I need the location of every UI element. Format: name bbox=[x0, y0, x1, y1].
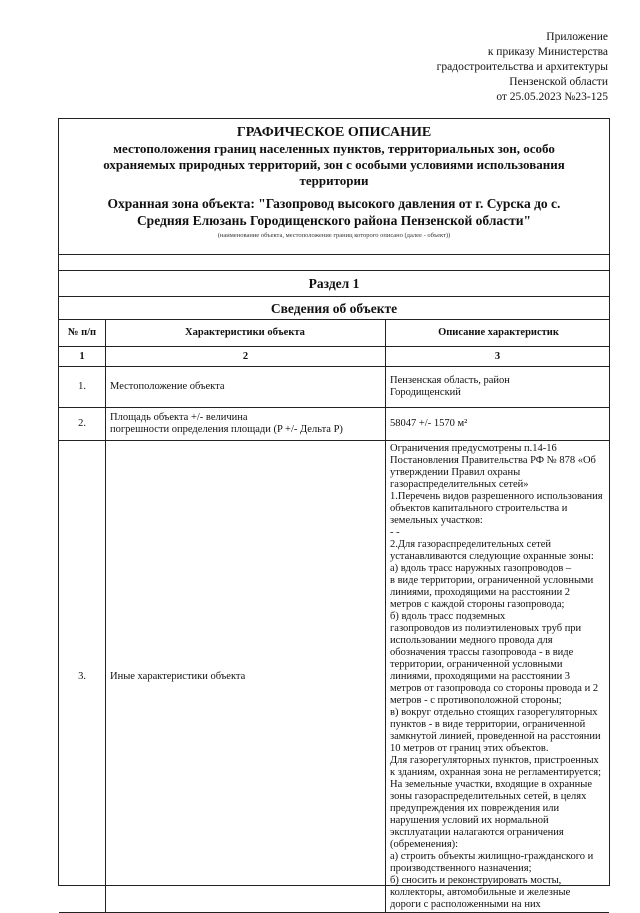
row-characteristic: Иные характеристики объекта bbox=[106, 441, 386, 913]
section-heading: Сведения об объекте bbox=[59, 297, 609, 320]
description-line: - - bbox=[390, 527, 400, 538]
description-line: зоны газораспределительных сетей, в целях bbox=[390, 791, 587, 802]
description-line: в виде территории, ограниченной условными bbox=[390, 575, 594, 586]
table-row bbox=[59, 408, 609, 441]
description-line: Ограничения предусмотрены п.14-16 bbox=[390, 443, 557, 454]
description-line: замкнутой линией, проведенной на расстоянии bbox=[390, 731, 601, 742]
description-line: в) вокруг отдельно стоящих газорегуляторных bbox=[390, 707, 598, 718]
characteristic-line: Площадь объекта +/- величина bbox=[110, 412, 248, 423]
row-description: 58047 +/- 1570 м² bbox=[386, 408, 610, 441]
description-line: газопроводов из полиэтиленовых труб при bbox=[390, 623, 582, 634]
description-line: обозначения трассы газопровода - в виде bbox=[390, 647, 574, 658]
object-name-note: (наименование объекта, местоположение границ которого описано (далее - объект)) bbox=[217, 232, 451, 239]
description-line: пунктов - в виде территории, ограниченной bbox=[390, 719, 586, 730]
annex-line: к приказу Министерства bbox=[487, 46, 608, 58]
description-line: 10 метров от границ этих объектов. bbox=[390, 743, 549, 754]
annex-line: от 25.05.2023 №23-125 bbox=[496, 91, 608, 103]
row-number: 1. bbox=[59, 367, 106, 408]
row-number: 3. bbox=[59, 441, 106, 913]
description-line: устанавливаются следующие охранные зоны: bbox=[390, 551, 594, 562]
table-header-row bbox=[59, 320, 609, 347]
description-line: На земельные участки, входящие в охранные bbox=[390, 779, 592, 790]
description-line: производственного назначения; bbox=[390, 863, 532, 874]
column-numbers-row bbox=[59, 347, 609, 367]
description-line: линиями, проходящими на расстоянии 3 bbox=[390, 671, 571, 682]
description-line: Пензенская область, район bbox=[390, 375, 510, 386]
description-line: Постановления Правительства РФ № 878 «Об bbox=[390, 455, 596, 466]
description-line: газораспределительных сетей» bbox=[390, 479, 529, 490]
row-characteristic: Местоположение объекта bbox=[106, 367, 386, 408]
title-subtitle-line: охраняемых природных территорий, зон с особыми условиями использования bbox=[103, 157, 565, 172]
header-characteristic: Характеристики объекта bbox=[106, 320, 386, 347]
description-line: дороги с расположенными на них bbox=[390, 899, 541, 910]
description-line: утверждении Правил охраны bbox=[390, 467, 521, 478]
document-frame bbox=[58, 118, 610, 910]
description-line: Для газорегуляторных пунктов, пристроенных bbox=[390, 755, 599, 766]
column-number: 2 bbox=[106, 347, 386, 367]
description-line: метров - с противоположной стороны; bbox=[390, 695, 562, 706]
row-description bbox=[386, 367, 610, 408]
description-line: а) вдоль трасс наружных газопроводов – bbox=[390, 563, 572, 574]
object-name-line: Средняя Елюзань Городищенского района Пензенской области" bbox=[136, 213, 532, 228]
title-block bbox=[59, 119, 609, 255]
annex-line: Пензенской области bbox=[509, 76, 608, 88]
annex-block bbox=[358, 30, 608, 105]
header-number: № п/п bbox=[59, 320, 106, 347]
description-line: территории, ограниченной условными bbox=[390, 659, 563, 670]
characteristic-line: погрешности определения площади (P +/- Дельта P) bbox=[110, 424, 343, 435]
row-number: 2. bbox=[59, 408, 106, 441]
row-description bbox=[386, 441, 610, 913]
table-row bbox=[59, 441, 609, 913]
description-line: 2.Для газораспределительных сетей bbox=[390, 539, 552, 550]
description-line: коллекторы, автомобильные и железные bbox=[390, 887, 571, 898]
description-line: 1.Перечень видов разрешенного использования bbox=[390, 491, 603, 502]
table-row bbox=[59, 367, 609, 408]
description-line: метров от газопровода со стороны провода и 2 bbox=[390, 683, 599, 694]
section-label: Раздел 1 bbox=[59, 271, 609, 297]
object-name-line: Охранная зона объекта: "Газопровод высокого давления от г. Сурска до с. bbox=[107, 196, 561, 211]
description-line: нарушения условий их нормальной bbox=[390, 815, 549, 826]
description-line: (обременения): bbox=[390, 839, 459, 850]
description-line: а) строить объекты жилищно-гражданского и bbox=[390, 851, 594, 862]
description-line: к зданиям, охранная зона не регламентируется; bbox=[390, 767, 602, 778]
title-subtitle-line: территории bbox=[299, 173, 369, 188]
description-line: использовании медного провода для bbox=[390, 635, 553, 646]
description-line: Городищенский bbox=[390, 387, 461, 398]
description-line: линиями, проходящими на расстоянии 2 bbox=[390, 587, 571, 598]
description-line: земельных участков: bbox=[390, 515, 483, 526]
description-line: предупреждения их повреждения или bbox=[390, 803, 560, 814]
document-title: ГРАФИЧЕСКОЕ ОПИСАНИЕ bbox=[236, 125, 432, 140]
description-line: объектов капитального строительства и bbox=[390, 503, 568, 514]
column-number: 3 bbox=[386, 347, 610, 367]
description-line: б) сносить и реконструировать мосты, bbox=[390, 875, 562, 886]
annex-line: градостроительства и архитектуры bbox=[436, 61, 608, 73]
characteristics-table bbox=[59, 320, 609, 913]
empty-row bbox=[59, 255, 609, 271]
description-line: б) вдоль трасс подземных bbox=[390, 611, 506, 622]
description-line: эксплуатации налагаются ограничения bbox=[390, 827, 564, 838]
object-name bbox=[65, 195, 603, 229]
header-description: Описание характеристик bbox=[386, 320, 610, 347]
row-characteristic bbox=[106, 408, 386, 441]
annex-line: Приложение bbox=[546, 31, 608, 43]
title-subtitle-line: местоположения границ населенных пунктов, территориальных зон, особо bbox=[113, 141, 555, 156]
column-number: 1 bbox=[59, 347, 106, 367]
description-line: метров с каждой стороны газопровода; bbox=[390, 599, 565, 610]
